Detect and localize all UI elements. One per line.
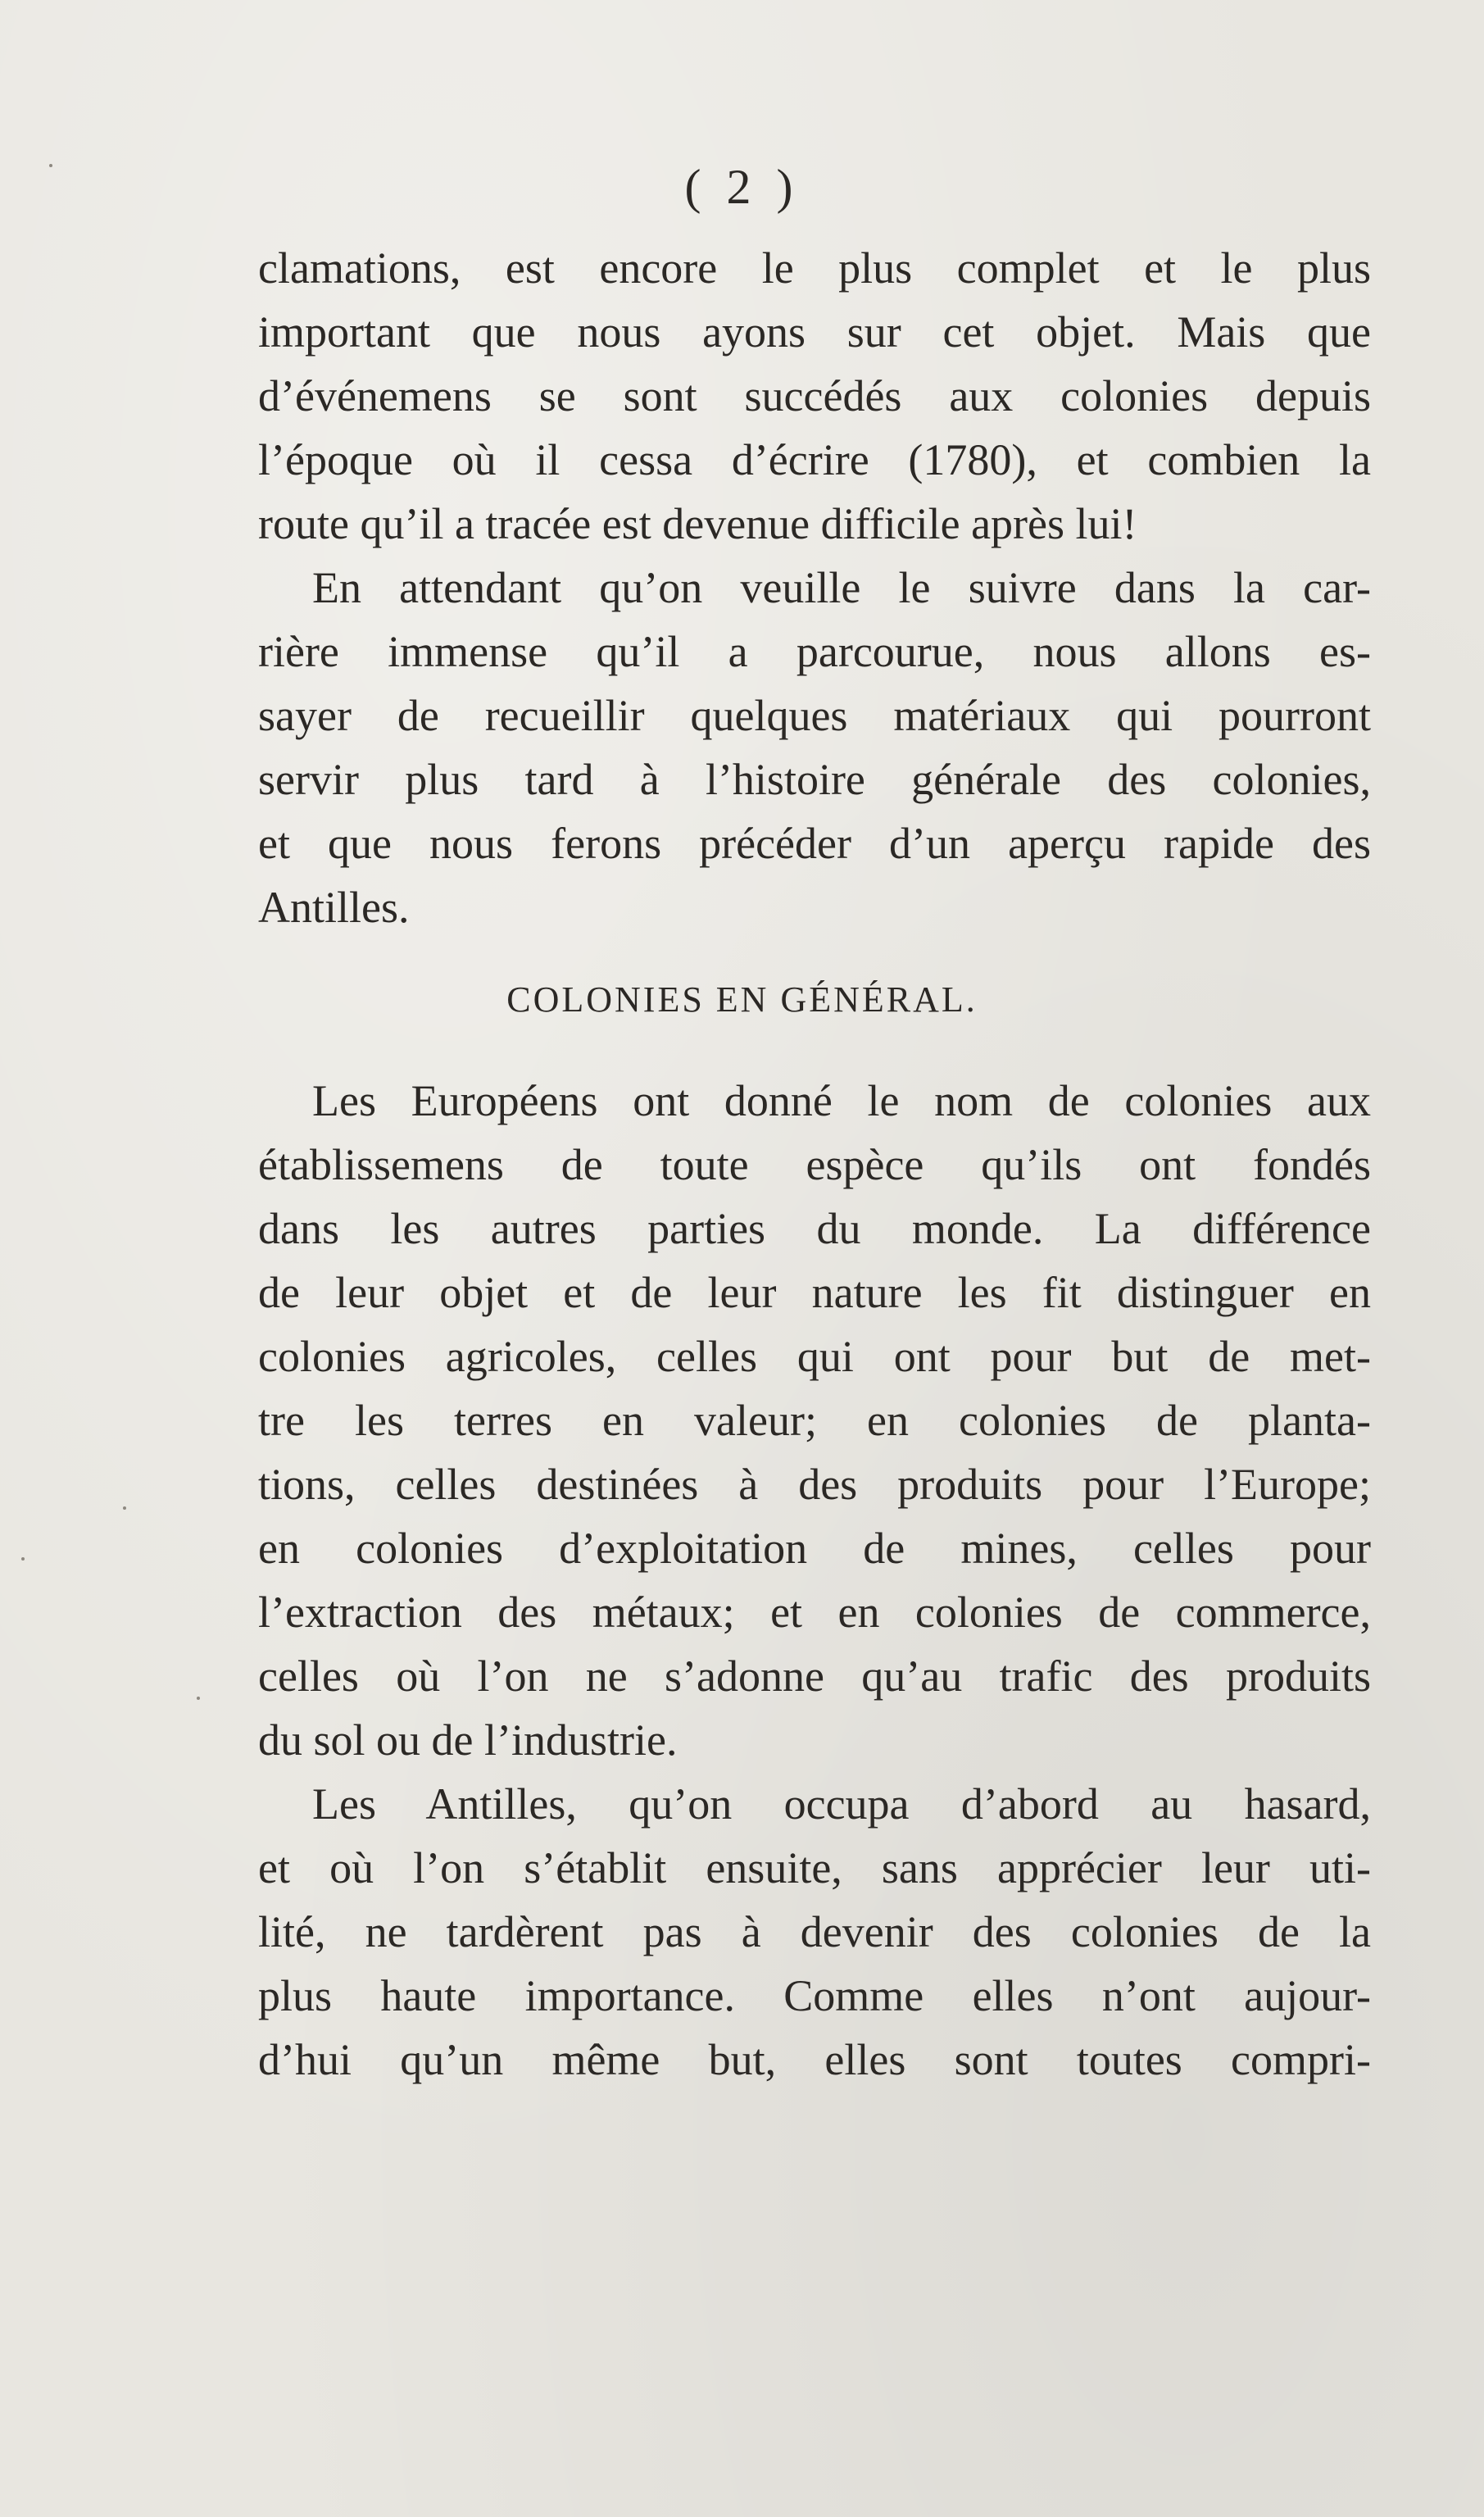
text-line: établissemens de toute espèce qu’ils ont fondés xyxy=(258,1140,1371,1189)
text-line: de leur objet et de leur nature les fit distinguer en xyxy=(258,1268,1371,1317)
text-line: important que nous ayons sur cet objet. Mais que xyxy=(258,307,1371,357)
text-line: Les Européens ont donné le nom de colonies aux xyxy=(312,1076,1371,1125)
colonies-section xyxy=(258,1069,1371,2092)
text-line: clamations, est encore le plus complet et le plus xyxy=(258,243,1371,293)
text-line: rière immense qu’il a parcourue, nous allons es- xyxy=(258,627,1371,676)
text-line: d’hui qu’un même but, elles sont toutes compri- xyxy=(258,2035,1371,2084)
text-line: l’époque où il cessa d’écrire (1780), et combien la xyxy=(258,435,1371,484)
text-line: celles où l’on ne s’adonne qu’au trafic des produits xyxy=(258,1651,1371,1701)
paper-speck xyxy=(197,1697,200,1700)
text-line: et que nous ferons précéder d’un aperçu rapide des xyxy=(258,819,1371,868)
opening-paragraphs xyxy=(258,236,1371,939)
text-line: servir plus tard à l’histoire générale des colonies, xyxy=(258,755,1371,804)
text-line: tre les terres en valeur; en colonies de planta- xyxy=(258,1396,1371,1445)
section-heading: COLONIES EN GÉNÉRAL. xyxy=(506,979,978,1020)
text-line: sayer de recueillir quelques matériaux qui pourront xyxy=(258,691,1371,740)
text-line: Antilles. xyxy=(258,883,410,932)
text-line: colonies agricoles, celles qui ont pour but de met- xyxy=(258,1332,1371,1381)
text-line: dans les autres parties du monde. La différence xyxy=(258,1204,1371,1253)
text-line: l’extraction des métaux; et en colonies de commerce, xyxy=(258,1588,1371,1637)
text-line: tions, celles destinées à des produits pour l’Europe; xyxy=(258,1460,1371,1509)
text-line: du sol ou de l’industrie. xyxy=(258,1715,678,1765)
paper-speck xyxy=(123,1506,126,1510)
text-line: plus haute importance. Comme elles n’ont aujour- xyxy=(258,1971,1371,2020)
page-number: ( 2 ) xyxy=(684,160,800,214)
text-line: Les Antilles, qu’on occupa d’abord au hasard, xyxy=(312,1779,1371,1829)
text-line: en colonies d’exploitation de mines, celles pour xyxy=(258,1524,1371,1573)
text-line: En attendant qu’on veuille le suivre dans la car- xyxy=(312,563,1371,612)
text-line: et où l’on s’établit ensuite, sans apprécier leur uti- xyxy=(258,1843,1371,1892)
paper-speck xyxy=(21,1557,25,1561)
text-line: d’événemens se sont succédés aux colonies depuis xyxy=(258,371,1371,420)
text-line: route qu’il a tracée est devenue difficile après lui! xyxy=(258,499,1137,548)
text-line: lité, ne tardèrent pas à devenir des colonies de la xyxy=(258,1907,1371,1956)
